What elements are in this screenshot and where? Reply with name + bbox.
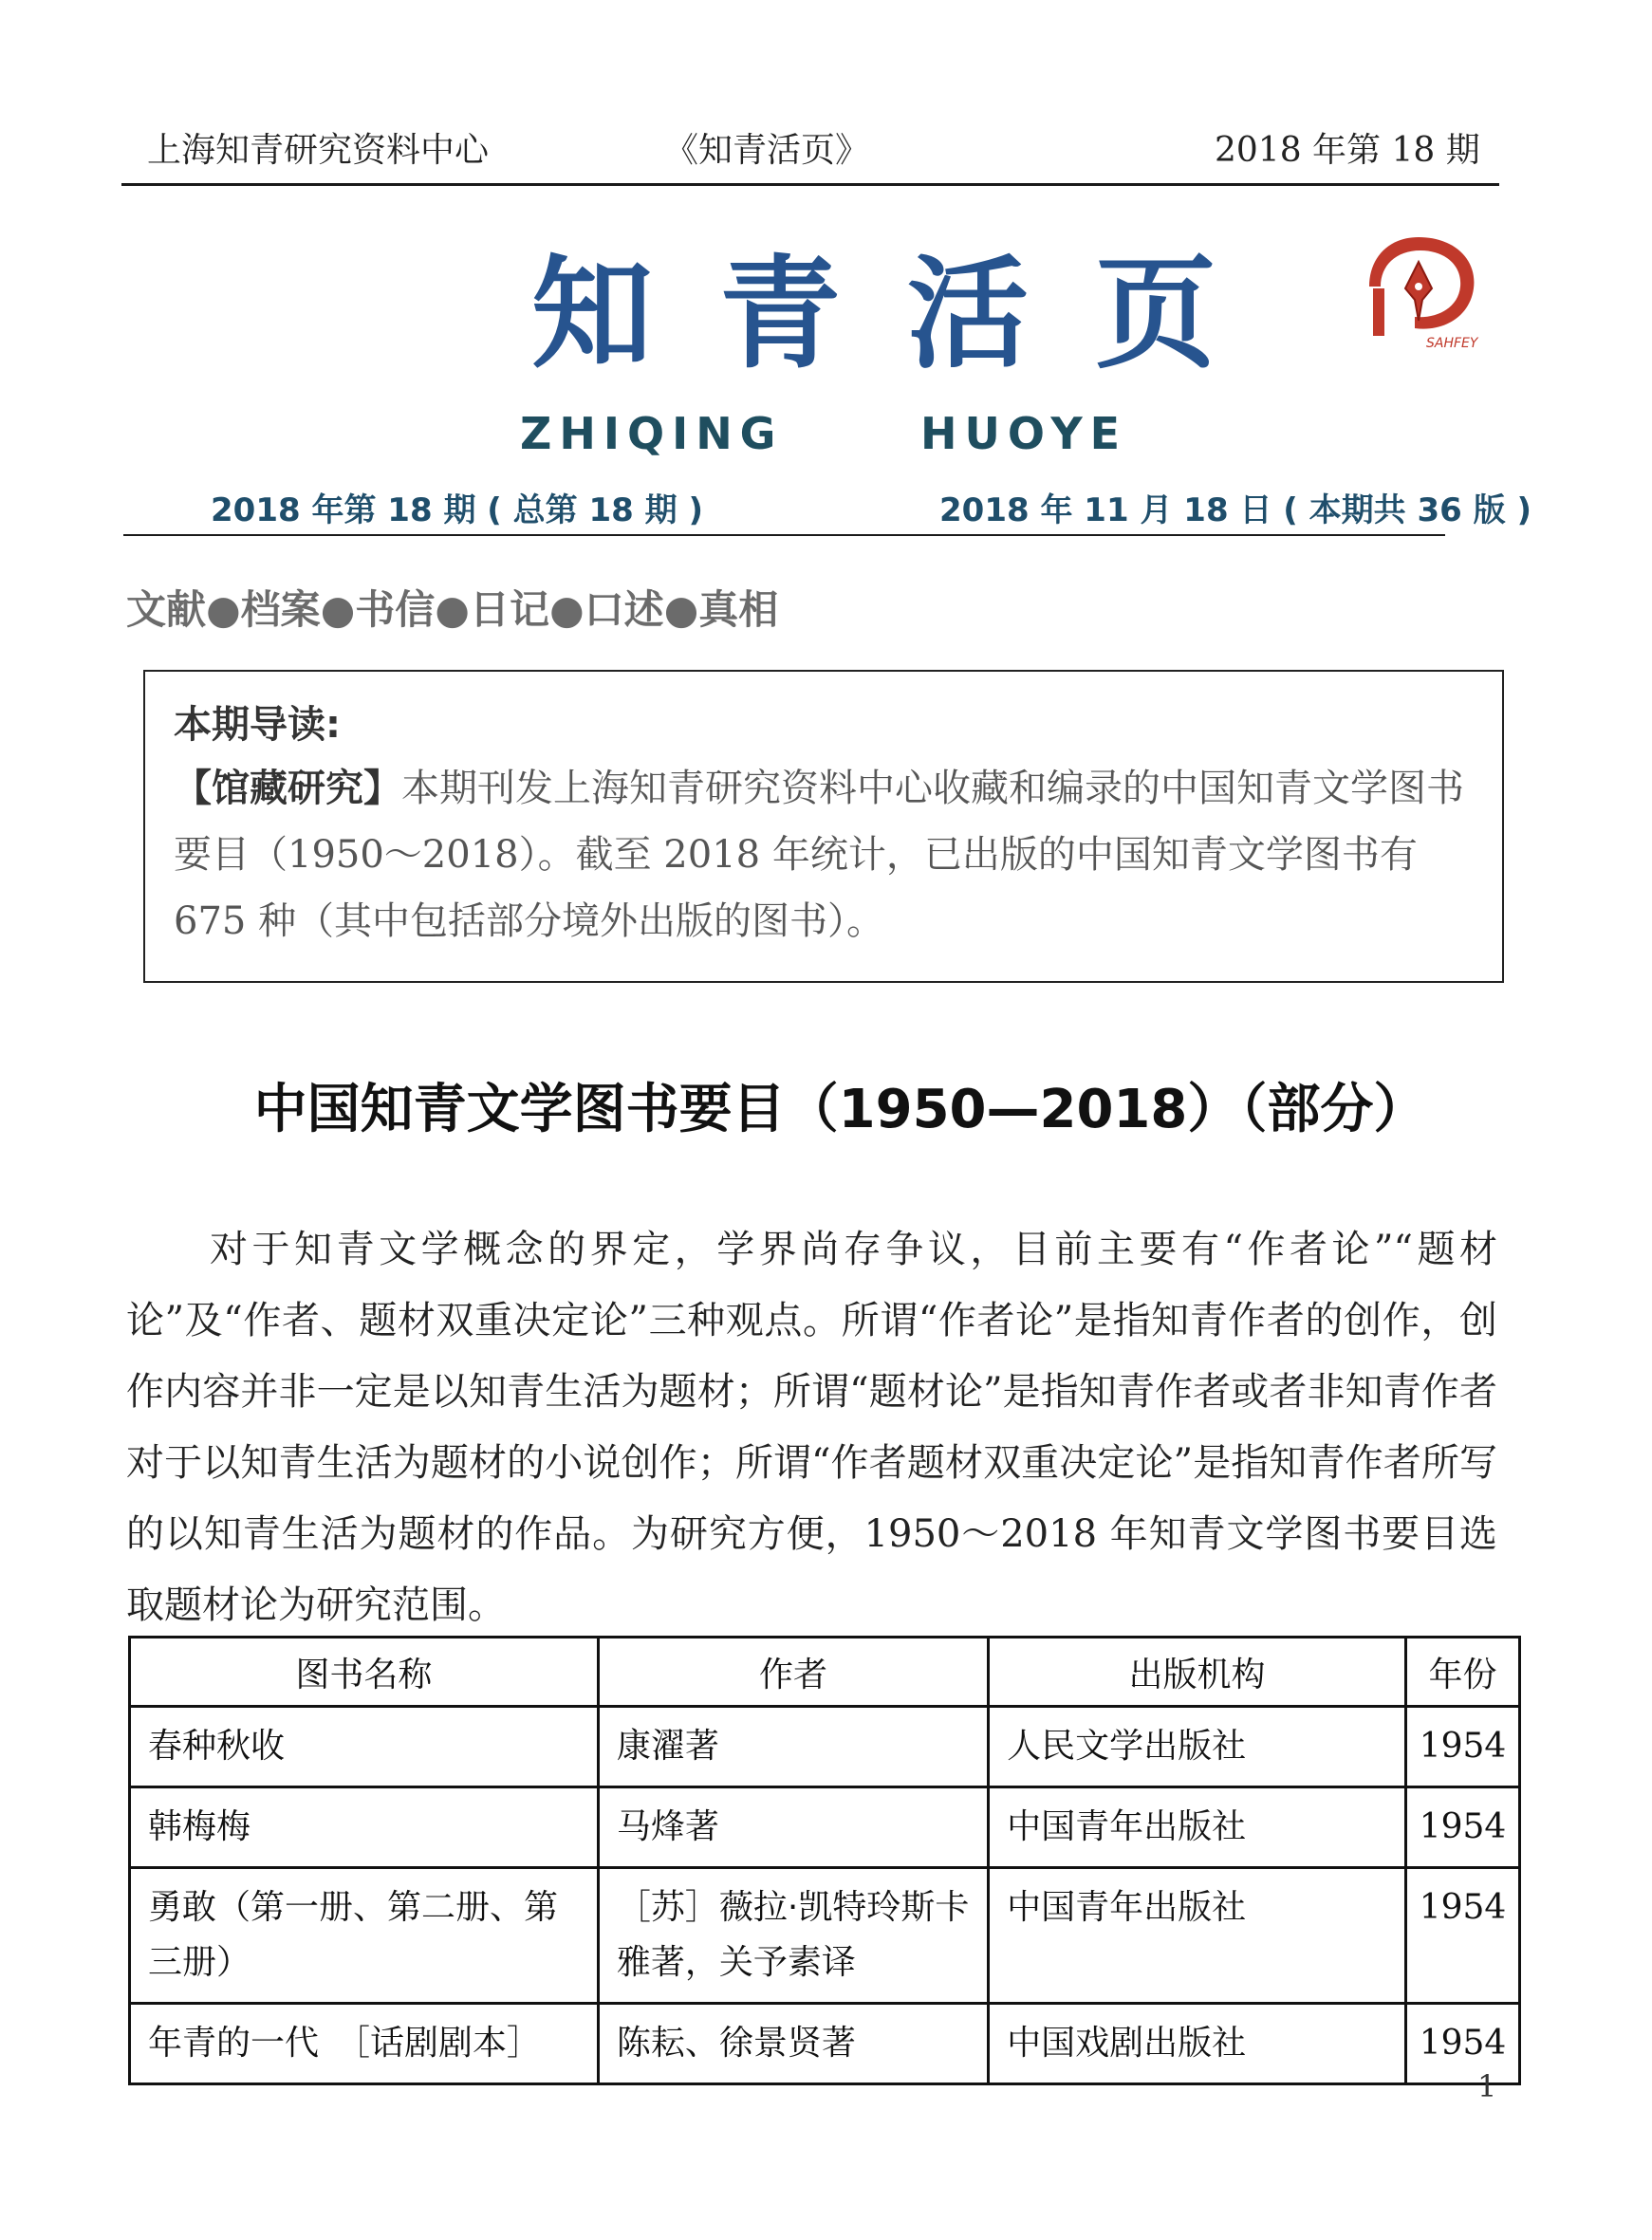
book-year: 1954 bbox=[1406, 1707, 1520, 1787]
table-row bbox=[130, 1787, 1520, 1868]
header-journal-name: 《知青活页》 bbox=[664, 131, 870, 170]
page-number: 1 bbox=[1477, 2068, 1497, 2104]
issue-rule bbox=[123, 534, 1445, 536]
masthead-char-3: 活 bbox=[907, 244, 1030, 385]
book-author: 康濯著 bbox=[598, 1707, 988, 1787]
header-rule bbox=[121, 183, 1499, 186]
table-row bbox=[130, 2004, 1520, 2084]
header-title: 图书名称 bbox=[130, 1638, 599, 1707]
masthead-pinyin-zhiqing: ZHIQING bbox=[520, 408, 784, 459]
book-publisher: 人民文学出版社 bbox=[989, 1707, 1406, 1787]
book-author: ［苏］薇拉·凯特玲斯卡雅著，关予素译 bbox=[598, 1868, 988, 2004]
guide-text: 本期刊发上海知青研究资料中心收藏和编录的中国知青文学图书要目（1950～2018）。截至 2018 年统计，已出版的中国知青文学图书有 675 种（其中包括部分境外出版的图书）。 bbox=[174, 767, 1464, 943]
category-line: 文献●档案●书信●日记●口述●真相 bbox=[126, 586, 779, 633]
issue-date: 2018 年 11 月 18 日 ( 本期共 36 版 ) bbox=[939, 491, 1532, 529]
table-header-row bbox=[130, 1638, 1520, 1707]
header-year: 年份 bbox=[1406, 1638, 1520, 1707]
masthead-char-2: 青 bbox=[719, 244, 842, 385]
guide-box bbox=[143, 670, 1504, 983]
book-author: 马烽著 bbox=[598, 1787, 988, 1868]
book-year: 1954 bbox=[1406, 2004, 1520, 2084]
issue-number: 2018 年第 18 期 ( 总第 18 期 ) bbox=[211, 491, 704, 529]
masthead-char-1: 知 bbox=[531, 244, 654, 385]
guide-title: 本期导读: bbox=[174, 703, 341, 747]
book-year: 1954 bbox=[1406, 1868, 1520, 2004]
logo-text: SAHFEY bbox=[1426, 336, 1478, 351]
table-row bbox=[130, 1707, 1520, 1787]
book-title: 韩梅梅 bbox=[130, 1787, 599, 1868]
masthead-pinyin-huoye: HUOYE bbox=[920, 408, 1128, 459]
header-author: 作者 bbox=[598, 1638, 988, 1707]
guide-text-block bbox=[174, 755, 1474, 954]
sahfey-logo-icon bbox=[1352, 230, 1485, 353]
book-title: 年青的一代 ［话剧剧本］ bbox=[130, 2004, 599, 2084]
book-publisher: 中国青年出版社 bbox=[989, 1787, 1406, 1868]
book-author: 陈耘、徐景贤著 bbox=[598, 2004, 988, 2084]
book-title: 春种秋收 bbox=[130, 1707, 599, 1787]
book-title: 勇敢（第一册、第二册、第三册） bbox=[130, 1868, 599, 2004]
book-publisher: 中国戏剧出版社 bbox=[989, 2004, 1406, 2084]
table-row bbox=[130, 1868, 1520, 2004]
book-table bbox=[128, 1636, 1521, 2085]
header-issue: 2018 年第 18 期 bbox=[1215, 131, 1480, 170]
book-year: 1954 bbox=[1406, 1787, 1520, 1868]
header-publisher: 出版机构 bbox=[989, 1638, 1406, 1707]
article-title: 中国知青文学图书要目（1950—2018）（部分） bbox=[253, 1079, 1427, 1140]
book-publisher: 中国青年出版社 bbox=[989, 1868, 1406, 2004]
masthead-char-4: 页 bbox=[1095, 244, 1217, 385]
header-publisher: 上海知青研究资料中心 bbox=[147, 131, 490, 170]
article-intro: 对于知青文学概念的界定，学界尚存争议，目前主要有“作者论”“题材论”及“作者、题材双重决定论”三种观点。所谓“作者论”是指知青作者的创作，创作内容并非一定是以知青生活为题材；所谓“题材论”是指知青作者或者非知青作者对于以知青生活为题材的小说创作；所谓“作者题材双重决定论”是指知青作者所写的以知青生活为题材的作品。为研究方便，1950～2018 年知青文学图书要目选取题材论为研究范围。 bbox=[126, 1228, 1497, 1627]
guide-tag: 【馆藏研究】 bbox=[174, 767, 401, 810]
